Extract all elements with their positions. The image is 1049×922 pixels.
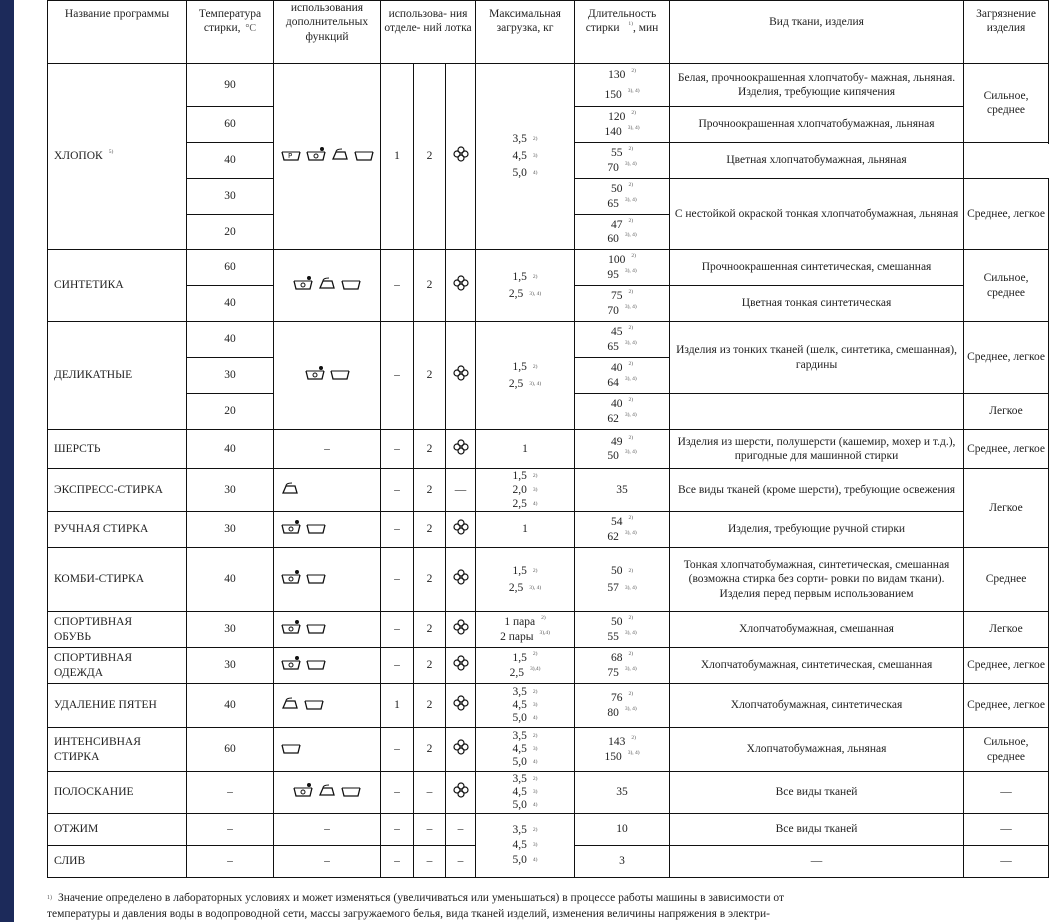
- load-shoes: 1 пара $^{2)}$ 2 пары $^{3),4)}$: [476, 612, 575, 648]
- temp-cell: 40: [187, 286, 274, 322]
- stain-tub-icon: [280, 655, 302, 671]
- soil-cell: Легкое: [964, 469, 1049, 548]
- program-shoes: СПОРТИВНАЯ ОБУВЬ: [48, 612, 187, 648]
- stain-tub-icon: [304, 365, 326, 381]
- duration-cell: 143 $^{2)}$ 150 $^{3), 4)}$: [575, 728, 670, 772]
- flower-icon-cell: [446, 430, 476, 469]
- fabric-cell: Все виды тканей (кроме шерсти), требующие освежения: [670, 469, 964, 512]
- tub-icon: [329, 365, 351, 381]
- flower-icon-cell: [446, 250, 476, 322]
- flower-icon-cell: [446, 648, 476, 684]
- flower-icon-cell: [446, 322, 476, 430]
- tray2-cell: –: [414, 814, 446, 846]
- temp-cell: 30: [187, 358, 274, 394]
- iron-icon: [330, 146, 350, 162]
- temp-cell: 40: [187, 143, 274, 179]
- stain-tub-icon: [292, 275, 314, 291]
- duration-cell: 50 $^{2)}$ 55 $^{3), 4)}$: [575, 612, 670, 648]
- pre-cell: –: [446, 846, 476, 878]
- soil-cell: —: [964, 772, 1049, 814]
- tray2-cell: 2: [414, 250, 446, 322]
- duration-cell: 35: [575, 469, 670, 512]
- table-row: [48, 64, 1049, 107]
- header-extra-functions: использования дополнительных функций: [274, 1, 381, 64]
- fabric-cell: Хлопчатобумажная, синтетическая: [670, 684, 964, 728]
- duration-cell: 45 $^{2)}$ 65 $^{3), 4)}$: [575, 322, 670, 358]
- duration-cell: 54 $^{2)}$ 62 $^{3), 4)}$: [575, 512, 670, 548]
- flower-icon: [453, 439, 469, 455]
- tray2-cell: 2: [414, 512, 446, 548]
- tray2-cell: –: [414, 846, 446, 878]
- tray2-cell: 2: [414, 548, 446, 612]
- fabric-cell: [670, 394, 964, 430]
- load-cotton: 3,5 $^{2)}$ 4,5 $^{3)}$ 5,0 $^{4)}$: [476, 64, 575, 250]
- fabric-cell: Цветная тонкая синтетическая: [670, 286, 964, 322]
- soil-cell: Среднее, легкое: [964, 648, 1049, 684]
- iron-icon: [280, 480, 300, 496]
- fabric-cell: Все виды тканей: [670, 814, 964, 846]
- extra-icons-cotton: [274, 64, 381, 250]
- temp-cell: –: [187, 814, 274, 846]
- table-row: [48, 250, 1049, 286]
- temp-cell: 40: [187, 548, 274, 612]
- tray2-cell: 2: [414, 322, 446, 430]
- extra-icons-rinse: [274, 772, 381, 814]
- flower-icon: [453, 569, 469, 585]
- load-delicate: 1,5 $^{2)}$ 2,5 $^{3), 4)}$: [476, 322, 575, 430]
- soil-cell: Среднее, легкое: [964, 430, 1049, 469]
- fabric-cell: Хлопчатобумажная, льняная: [670, 728, 964, 772]
- tray1-cell: –: [381, 322, 414, 430]
- flower-icon-cell: [446, 728, 476, 772]
- load-rinse: 3,5 $^{2)}$ 4,5 $^{3)}$ 5,0 $^{4)}$: [476, 772, 575, 814]
- tray1-cell: –: [381, 648, 414, 684]
- tray1-cell: –: [381, 772, 414, 814]
- tray1-cell: –: [381, 250, 414, 322]
- table-row: [48, 512, 1049, 548]
- load-intensive: 3,5 $^{2)}$ 4,5 $^{3)}$ 5,0 $^{4)}$: [476, 728, 575, 772]
- tray1-cell: 1: [381, 684, 414, 728]
- load-sport: 1,5 $^{2)}$ 2,5 $^{3),4)}$: [476, 648, 575, 684]
- temp-cell: 60: [187, 728, 274, 772]
- flower-icon: [453, 146, 469, 162]
- extra-icons-combi: [274, 548, 381, 612]
- fabric-cell: Прочноокрашенная хлопчатобумажная, льняная: [670, 107, 964, 143]
- stain-tub-icon: [292, 782, 314, 798]
- extra-icons-sport: [274, 648, 381, 684]
- tub-icon: [280, 739, 302, 755]
- tray1-cell: –: [381, 814, 414, 846]
- fabric-cell: Хлопчатобумажная, синтетическая, смешанная: [670, 648, 964, 684]
- duration-cell: 35: [575, 772, 670, 814]
- header-max-load: Максимальная загрузка, кг: [476, 1, 575, 64]
- duration-cell: 50 $^{2)}$ 57 $^{3), 4)}$: [575, 548, 670, 612]
- duration-cell: 120 $^{2)}$ 140 $^{3), 4)}$: [575, 107, 670, 143]
- duration-cell: 3: [575, 846, 670, 878]
- load-cell: 1: [476, 512, 575, 548]
- soil-cell: Сильное, среднее: [964, 250, 1049, 322]
- header-row: [48, 1, 1049, 64]
- load-spin-drain: 3,5 $^{2)}$ 4,5 $^{3)}$ 5,0 $^{4)}$: [476, 814, 575, 878]
- program-express: ЭКСПРЕСС-СТИРКА: [48, 469, 187, 512]
- duration-cell: 130 $^{2)}$ 150 $^{3), 4)}$: [575, 64, 670, 107]
- temp-cell: 40: [187, 684, 274, 728]
- stain-tub-icon: [280, 519, 302, 535]
- header-duration: Длительность стирки $^{1)}$, мин: [575, 1, 670, 64]
- program-hand: РУЧНАЯ СТИРКА: [48, 512, 187, 548]
- fabric-cell: Изделия из тонких тканей (шелк, синтетика, смешанная), гардины: [670, 322, 964, 394]
- iron-icon: [280, 695, 300, 711]
- duration-cell: 50 $^{2)}$ 65 $^{3), 4)}$: [575, 179, 670, 215]
- temp-cell: 40: [187, 322, 274, 358]
- flower-icon-cell: [446, 684, 476, 728]
- prewash-icon: [280, 146, 302, 162]
- tub-icon: [305, 655, 327, 671]
- stain-tub-icon: [280, 619, 302, 635]
- temp-cell: –: [187, 772, 274, 814]
- extra-icons-shoes: [274, 612, 381, 648]
- table-row: [48, 684, 1049, 728]
- flower-icon: [453, 695, 469, 711]
- tray2-cell: –: [414, 772, 446, 814]
- load-synthetic: 1,5 $^{2)}$ 2,5 $^{3), 4)}$: [476, 250, 575, 322]
- extra-cell: –: [274, 846, 381, 878]
- program-cotton: ХЛОПОК $^{5)}$: [48, 64, 187, 250]
- tub-icon: [305, 569, 327, 585]
- load-express: 1,5 $^{2)}$ 2,0 $^{3)}$ 2,5 $^{4)}$: [476, 469, 575, 512]
- stain-tub-icon: [305, 146, 327, 162]
- duration-cell: 47 $^{2)}$ 60 $^{3), 4)}$: [575, 215, 670, 250]
- extra-icons-intensive: [274, 728, 381, 772]
- iron-icon: [317, 275, 337, 291]
- fabric-cell: Тонкая хлопчатобумажная, синтетическая, смешанная (возможна стирка без сорти- ровки по видам ткани). Изделия перед первым использованием: [670, 548, 964, 612]
- flower-icon-cell: [446, 612, 476, 648]
- temp-cell: 30: [187, 512, 274, 548]
- extra-cell: –: [274, 430, 381, 469]
- duration-cell: 49 $^{2)}$ 50 $^{3), 4)}$: [575, 430, 670, 469]
- extra-cell: –: [274, 814, 381, 846]
- fabric-cell: Изделия из шерсти, полушерсти (кашемир, мохер и т.д.), пригодные для машинной стирки: [670, 430, 964, 469]
- soil-cell: Сильное, среднее: [964, 728, 1049, 772]
- header-name: Название программы: [48, 1, 187, 64]
- tray1-cell: –: [381, 728, 414, 772]
- temp-cell: 30: [187, 469, 274, 512]
- soil-cell: Легкое: [964, 612, 1049, 648]
- flower-icon: [453, 782, 469, 798]
- header-tray: использова- ния отделе- ний лотка: [381, 1, 476, 64]
- fabric-cell: —: [670, 846, 964, 878]
- tray2-cell: 2: [414, 684, 446, 728]
- header-soil: Загрязнение изделия: [964, 1, 1049, 64]
- tub-icon: [340, 275, 362, 291]
- temp-cell: 30: [187, 648, 274, 684]
- tray2-cell: 2: [414, 648, 446, 684]
- footnote: $^{1)}$ Значение определено в лабораторных условиях и может изменяться (увеличиваться или уменьшаться) в процессе работы машины в зависимости от температуры и давления воды в водопроводной сети, массы загружаемого белья, вида тканей изделий, изменения величины напряжения в электри-: [47, 892, 784, 920]
- table-row: [48, 469, 1049, 512]
- table-row: [48, 814, 1049, 846]
- temp-cell: 20: [187, 215, 274, 250]
- program-rinse: ПОЛОСКАНИЕ: [48, 772, 187, 814]
- header-temp: Температура стирки, °С: [187, 1, 274, 64]
- stain-tub-icon: [280, 569, 302, 585]
- temp-cell: 60: [187, 250, 274, 286]
- flower-icon: [453, 275, 469, 291]
- soil-cell: Среднее, легкое: [964, 322, 1049, 394]
- tray2-cell: 2: [414, 430, 446, 469]
- duration-cell: 55 $^{2)}$ 70 $^{3), 4)}$: [575, 143, 670, 179]
- tray1-cell: –: [381, 612, 414, 648]
- flower-icon: [453, 739, 469, 755]
- program-drain: СЛИВ: [48, 846, 187, 878]
- duration-cell: 76 $^{2)}$ 80 $^{3), 4)}$: [575, 684, 670, 728]
- flower-icon: [453, 619, 469, 635]
- table-row: [48, 430, 1049, 469]
- program-synthetic: СИНТЕТИКА: [48, 250, 187, 322]
- soil-cell: —: [964, 846, 1049, 878]
- duration-cell: 68 $^{2)}$ 75 $^{3), 4)}$: [575, 648, 670, 684]
- extra-icons-express: [274, 469, 381, 512]
- tray2-cell: 2: [414, 469, 446, 512]
- extra-icons-hand: [274, 512, 381, 548]
- temp-cell: 30: [187, 179, 274, 215]
- pre-cell: –: [446, 814, 476, 846]
- table-row: [48, 612, 1049, 648]
- fabric-cell: Белая, прочноокрашенная хлопчатобу- мажная, льняная. Изделия, требующие кипячения: [670, 64, 964, 107]
- extra-icons-stain: [274, 684, 381, 728]
- soil-cell: Сильное, среднее: [964, 64, 1049, 143]
- tray1-cell: –: [381, 512, 414, 548]
- fabric-cell: Изделия, требующие ручной стирки: [670, 512, 964, 548]
- duration-cell: 100 $^{2)}$ 95 $^{3), 4)}$: [575, 250, 670, 286]
- tray2-cell: 2: [414, 612, 446, 648]
- program-stain: УДАЛЕНИЕ ПЯТЕН: [48, 684, 187, 728]
- iron-icon: [317, 782, 337, 798]
- svg-text:P: P: [287, 152, 292, 161]
- fabric-cell: Прочноокрашенная синтетическая, смешанная: [670, 250, 964, 286]
- table-row: [48, 772, 1049, 814]
- programs-table: [47, 0, 1049, 878]
- fabric-cell: С нестойкой окраской тонкая хлопчатобумажная, льняная: [670, 179, 964, 250]
- temp-cell: 40: [187, 430, 274, 469]
- duration-cell: 10: [575, 814, 670, 846]
- flower-icon-cell: [446, 772, 476, 814]
- load-stain: 3,5 $^{2)}$ 4,5 $^{3)}$ 5,0 $^{4)}$: [476, 684, 575, 728]
- fabric-cell: Цветная хлопчатобумажная, льняная: [670, 143, 964, 179]
- load-cell: 1: [476, 430, 575, 469]
- duration-cell: 75 $^{2)}$ 70 $^{3), 4)}$: [575, 286, 670, 322]
- extra-icons-synthetic: [274, 250, 381, 322]
- fabric-cell: Хлопчатобумажная, смешанная: [670, 612, 964, 648]
- tub-icon: [353, 146, 375, 162]
- extra-icons-delicate: [274, 322, 381, 430]
- soil-cell: Среднее: [964, 548, 1049, 612]
- program-combi: КОМБИ-СТИРКА: [48, 548, 187, 612]
- tray1-cell: –: [381, 469, 414, 512]
- header-fabric: Вид ткани, изделия: [670, 1, 964, 64]
- temp-cell: 30: [187, 612, 274, 648]
- program-spin: ОТЖИМ: [48, 814, 187, 846]
- duration-cell: 40 $^{2)}$ 64 $^{3), 4)}$: [575, 358, 670, 394]
- tray1-cell: –: [381, 846, 414, 878]
- viewer-side-strip: [0, 0, 14, 922]
- soil-cell: Среднее, легкое: [964, 179, 1049, 250]
- temp-cell: 20: [187, 394, 274, 430]
- tray2-cell: 2: [414, 64, 446, 250]
- tub-icon: [305, 619, 327, 635]
- soil-cell: Среднее, легкое: [964, 684, 1049, 728]
- flower-icon-cell: [446, 512, 476, 548]
- flower-icon: [453, 365, 469, 381]
- tray2-cell: 2: [414, 728, 446, 772]
- table-row: [48, 728, 1049, 772]
- duration-cell: 40 $^{2)}$ 62 $^{3), 4)}$: [575, 394, 670, 430]
- tray1-cell: –: [381, 430, 414, 469]
- temp-cell: –: [187, 846, 274, 878]
- soil-cell: Легкое: [964, 394, 1049, 430]
- program-sport: СПОРТИВНАЯ ОДЕЖДА: [48, 648, 187, 684]
- pre-cell: —: [446, 469, 476, 512]
- fabric-cell: Все виды тканей: [670, 772, 964, 814]
- temp-cell: 90: [187, 64, 274, 107]
- load-combi: 1,5 $^{2)}$ 2,5 $^{3), 4)}$: [476, 548, 575, 612]
- flower-icon-cell: [446, 64, 476, 250]
- program-intensive: ИНТЕНСИВНАЯ СТИРКА: [48, 728, 187, 772]
- table-row: [48, 648, 1049, 684]
- program-delicate: ДЕЛИКАТНЫЕ: [48, 322, 187, 430]
- table-row: [48, 548, 1049, 612]
- flower-icon-cell: [446, 548, 476, 612]
- temp-cell: 60: [187, 107, 274, 143]
- tray1-cell: –: [381, 548, 414, 612]
- tub-icon: [305, 519, 327, 535]
- soil-cell: —: [964, 814, 1049, 846]
- tub-icon: [303, 695, 325, 711]
- tub-icon: [340, 782, 362, 798]
- flower-icon: [453, 655, 469, 671]
- program-wool: ШЕРСТЬ: [48, 430, 187, 469]
- tray1-cell: 1: [381, 64, 414, 250]
- flower-icon: [453, 519, 469, 535]
- table-row: [48, 322, 1049, 358]
